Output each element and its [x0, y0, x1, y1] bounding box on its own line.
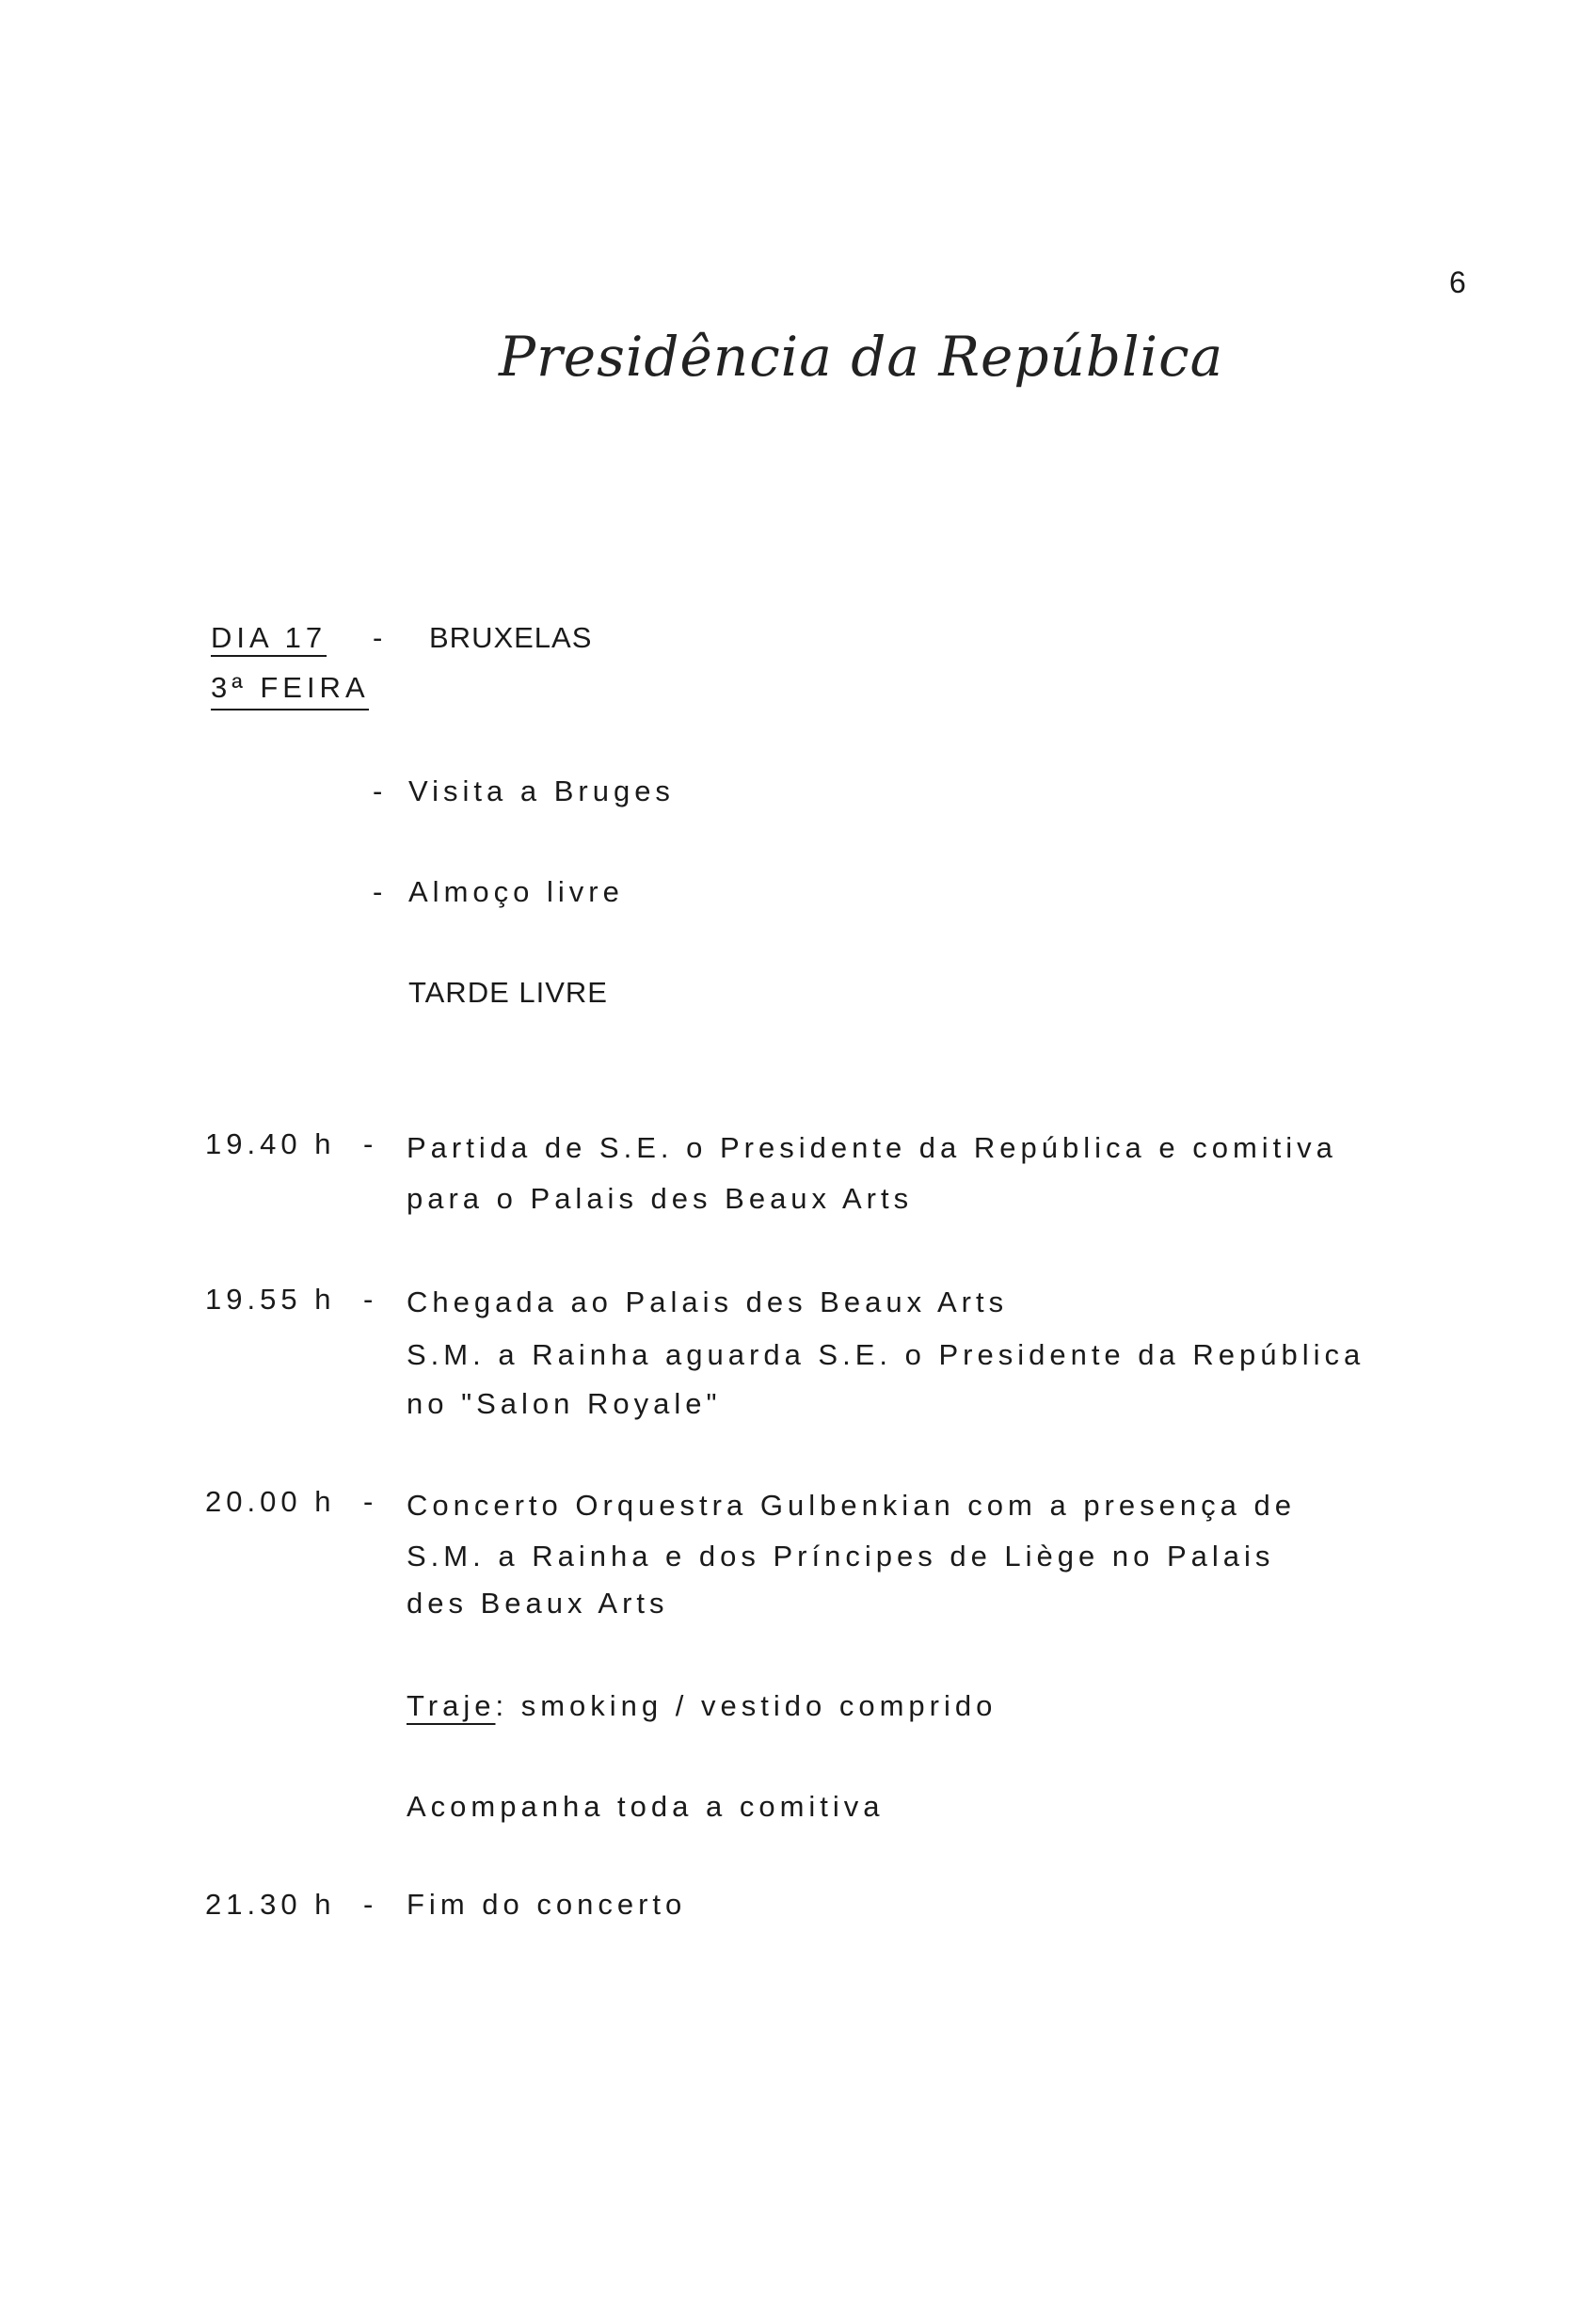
- schedule-dash: -: [363, 1283, 378, 1316]
- day-separator: -: [373, 621, 388, 654]
- dress-code: [407, 1689, 997, 1723]
- schedule-time: 19.55 h: [205, 1283, 336, 1316]
- day-label: DIA 17: [211, 621, 327, 654]
- page-number: 6: [1449, 265, 1466, 299]
- schedule-dash: -: [363, 1127, 378, 1160]
- schedule-line: des Beaux Arts: [407, 1587, 669, 1620]
- dress-code-separator: :: [495, 1689, 509, 1722]
- schedule-time: 20.00 h: [205, 1485, 336, 1518]
- item-tarde-livre: TARDE LIVRE: [408, 976, 608, 1009]
- schedule-dash: -: [363, 1888, 378, 1921]
- schedule-line: S.M. a Rainha aguarda S.E. o Presidente da República: [407, 1338, 1365, 1371]
- letterhead-title: Presidência da República: [499, 325, 1224, 389]
- schedule-time: 19.40 h: [205, 1127, 336, 1160]
- item-dash: -: [373, 875, 388, 908]
- schedule-line: S.M. a Rainha e dos Príncipes de Liège no Palais: [407, 1540, 1275, 1573]
- dress-code-label: Traje: [407, 1689, 496, 1722]
- item-visita: Visita a Bruges: [408, 774, 675, 807]
- schedule-note: Acompanha toda a comitiva: [407, 1790, 885, 1823]
- schedule-line: Chegada ao Palais des Beaux Arts: [407, 1285, 1009, 1318]
- schedule-line: no "Salon Royale": [407, 1387, 722, 1420]
- item-dash: -: [373, 774, 388, 807]
- item-almoco: Almoço livre: [408, 875, 624, 908]
- dress-code-value: smoking / vestido comprido: [508, 1689, 998, 1722]
- schedule-line: Concerto Orquestra Gulbenkian com a presença de: [407, 1489, 1296, 1522]
- schedule-dash: -: [363, 1485, 378, 1518]
- schedule-time: 21.30 h: [205, 1888, 336, 1921]
- schedule-line: Partida de S.E. o Presidente da República e comitiva: [407, 1131, 1337, 1164]
- schedule-line: Fim do concerto: [407, 1888, 687, 1921]
- schedule-line: para o Palais des Beaux Arts: [407, 1182, 914, 1215]
- day-city: BRUXELAS: [429, 621, 593, 654]
- day-weekday: 3ª FEIRA: [211, 671, 369, 710]
